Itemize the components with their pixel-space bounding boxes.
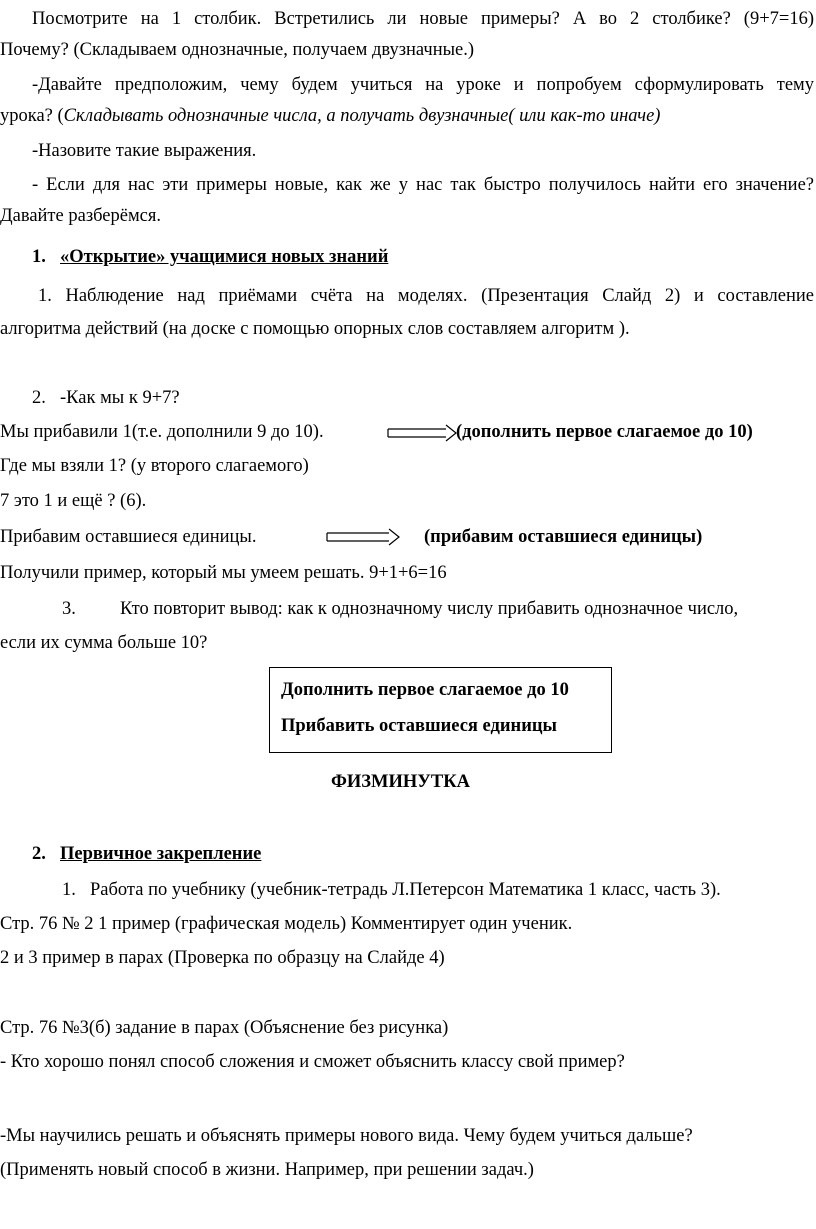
right-arrow-icon <box>327 528 405 548</box>
topic-line-2 <box>0 105 660 127</box>
new-examples-line-2: Давайте разберёмся. <box>0 206 162 226</box>
algorithm-step-1: Дополнить первое слагаемое до 10 <box>281 680 569 700</box>
topic-line-1: -Давайте предположим, чему будем учиться на уроке и попробуем сформулировать тему <box>32 75 814 95</box>
section-1-number: 1. <box>32 247 46 267</box>
who-understood-line: - Кто хорошо понял способ сложения и сможет объяснить классу свой пример? <box>0 1052 625 1072</box>
hint-complete-first-addend: (дополнить первое слагаемое до 10) <box>456 422 753 442</box>
question-2-text: -Как мы к 9+7? <box>60 388 180 408</box>
add-remaining-line: Прибавим оставшиеся единицы. <box>0 527 257 547</box>
where-one-line: Где мы взяли 1? (у второго слагаемого) <box>0 456 309 476</box>
observation-line-1: 1. Наблюдение над приёмами счёта на моделях. (Презентация Слайд 2) и составление <box>38 286 814 306</box>
page-76-task-3-line: Стр. 76 №3(б) задание в парах (Объяснение без рисунка) <box>0 1018 449 1038</box>
added-one-line: Мы прибавили 1(т.е. дополнили 9 до 10). <box>0 422 324 442</box>
seven-is-line: 7 это 1 и ещё ? (6). <box>0 491 147 511</box>
learned-line: -Мы научились решать и объяснять примеры нового вида. Чему будем учиться дальше? <box>0 1126 693 1146</box>
new-examples-line-1: - Если для нас эти примеры новые, как же у нас так быстро получилось найти его значение? <box>32 175 814 195</box>
hint-add-remaining-units: (прибавим оставшиеся единицы) <box>424 527 703 547</box>
section-1-title: «Открытие» учащимися новых знаний <box>60 247 389 267</box>
topic-answer: Складывать однозначные числа, а получать двузначные( или как-то иначе) <box>63 106 661 126</box>
section-2-title: Первичное закрепление <box>60 844 262 864</box>
textbook-item-text: Работа по учебнику (учебник-тетрадь Л.Петерсон Математика 1 класс, часть 3). <box>90 880 721 900</box>
section-2-number: 2. <box>32 844 46 864</box>
apply-line: (Применять новый способ в жизни. Например, при решении задач.) <box>0 1160 534 1180</box>
name-expressions-line: -Назовите такие выражения. <box>32 141 257 161</box>
algorithm-step-2: Прибавить оставшиеся единицы <box>281 716 557 736</box>
intro-line-2: Почему? (Складываем однозначные, получаем двузначные.) <box>0 40 475 60</box>
page-76-task-2-line: Стр. 76 № 2 1 пример (графическая модель) Комментирует один ученик. <box>0 914 573 934</box>
pairs-line: 2 и 3 пример в парах (Проверка по образцу на Слайде 4) <box>0 948 445 968</box>
algorithm-box <box>269 667 612 753</box>
observation-line-2: алгоритма действий (на доске с помощью опорных слов составляем алгоритм ). <box>0 319 630 339</box>
result-line: Получили пример, который мы умеем решать. 9+1+6=16 <box>0 563 447 583</box>
right-arrow-icon <box>388 424 458 444</box>
question-3-line-1: Кто повторит вывод: как к однозначному числу прибавить однозначное число, <box>120 599 739 619</box>
question-3-line-2: если их сумма больше 10? <box>0 633 208 653</box>
question-2-number: 2. <box>32 388 46 408</box>
topic-question: урока? ( <box>0 106 64 126</box>
fizminutka-heading: ФИЗМИНУТКА <box>331 772 470 792</box>
intro-line-1: Посмотрите на 1 столбик. Встретились ли новые примеры? А во 2 столбике? (9+7=16) <box>32 9 814 29</box>
question-3-number: 3. <box>62 599 76 619</box>
textbook-item-number: 1. <box>62 880 76 900</box>
